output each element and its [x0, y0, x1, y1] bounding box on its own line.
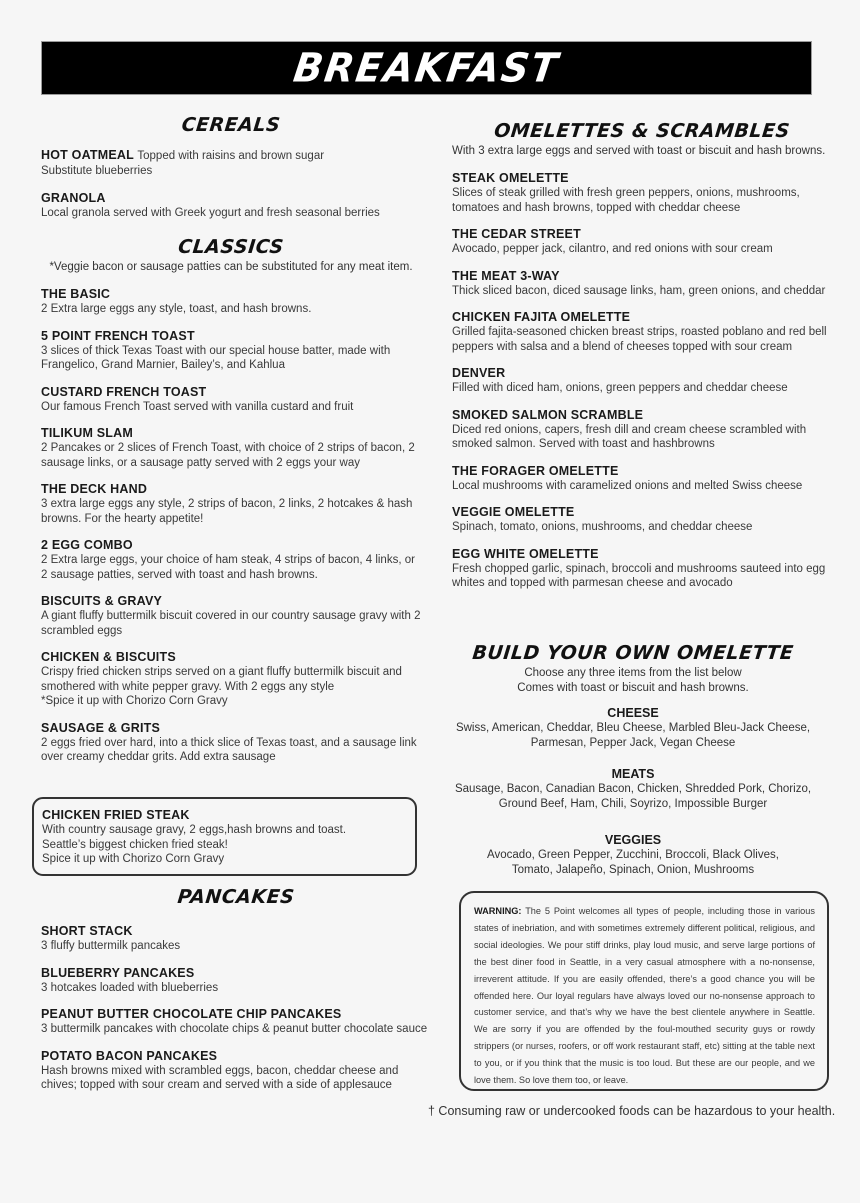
- item-desc: 3 buttermilk pancakes with chocolate chips & peanut butter chocolate sauce: [41, 1023, 428, 1035]
- byo-note-2: Comes with toast or biscuit and hash browns.: [517, 682, 749, 694]
- item-desc: Slices of steak grilled with fresh green peppers, onions, mushrooms, tomatoes and hash browns, topped with cheddar cheese: [452, 187, 800, 214]
- item-extra: *Spice it up with Chorizo Corn Gravy: [41, 695, 228, 707]
- item-name: THE BASIC: [41, 287, 111, 301]
- byo-category-meats: [452, 767, 814, 811]
- page-title: BREAKFAST: [290, 44, 563, 92]
- item-name: PEANUT BUTTER CHOCOLATE CHIP PANCAKES: [41, 1007, 342, 1021]
- byo-note-1: Choose any three items from the list below: [524, 667, 742, 679]
- pancakes-section: [41, 884, 431, 1093]
- item-desc-line: With country sausage gravy, 2 eggs,hash browns and toast.: [42, 824, 347, 836]
- section-title-build-your-own: BUILD YOUR OWN OMELETTE: [471, 642, 795, 664]
- menu-item: [41, 426, 421, 470]
- menu-item: [41, 329, 421, 373]
- raw-food-disclaimer: † Consuming raw or undercooked foods can be hazardous to your health.: [428, 1104, 836, 1118]
- item-desc: 3 hotcakes loaded with blueberries: [41, 981, 219, 994]
- byo-category-veggies: [452, 833, 814, 877]
- section-title-classics: CLASSICS: [177, 236, 285, 258]
- menu-item: [41, 650, 421, 709]
- item-name: SAUSAGE & GRITS: [41, 720, 160, 735]
- menu-item: [452, 171, 832, 215]
- category-list: Swiss, American, Cheddar, Bleu Cheese, Marbled Bleu-Jack Cheese, Parmesan, Pepper Jack, Vegan Cheese: [455, 722, 811, 749]
- build-your-own-section: [452, 640, 814, 877]
- item-desc: 2 Extra large eggs any style, toast, and hash browns.: [41, 303, 312, 315]
- item-desc-line: Seattle’s biggest chicken fried steak!: [42, 838, 228, 851]
- item-desc: 2 Pancakes or 2 slices of French Toast, with choice of 2 strips of bacon, 2 sausage links, or a sausage patty served with 2 eggs your way: [41, 442, 415, 469]
- item-name: THE CEDAR STREET: [452, 227, 581, 241]
- item-name: BISCUITS & GRAVY: [41, 594, 163, 608]
- featured-item-box: [32, 797, 417, 876]
- item-desc: Thick sliced bacon, diced sausage links, ham, green onions, and cheddar: [452, 284, 826, 297]
- byo-category-cheese: [452, 706, 814, 750]
- left-column: [41, 112, 421, 765]
- warning-label: WARNING:: [474, 906, 522, 916]
- menu-item: [41, 191, 421, 221]
- item-desc: Hash browns mixed with scrambled eggs, bacon, cheddar cheese and chives; topped with sour cream and served with a side of applesauce: [41, 1064, 399, 1091]
- item-desc: 3 fluffy buttermilk pancakes: [41, 940, 181, 952]
- item-desc: 3 slices of thick Texas Toast with our special house batter, made with Frangelico, Grand Marnier, Bailey’s, and Kahlua: [41, 344, 391, 371]
- menu-item: [41, 594, 421, 638]
- item-name: 5 POINT FRENCH TOAST: [41, 328, 195, 343]
- item-desc: Grilled fajita-seasoned chicken breast strips, roasted poblano and red bell peppers with salsa and a blend of cheeses topped with sour cream: [452, 326, 827, 353]
- category-list: Sausage, Bacon, Canadian Bacon, Chicken, Shredded Pork, Chorizo, Ground Beef, Ham, Chili, Soyrizo, Impossible Burger: [454, 783, 812, 810]
- menu-item: [41, 1049, 431, 1093]
- section-title-omelettes: OMELETTES & SCRAMBLES: [493, 120, 791, 142]
- item-desc: Fresh chopped garlic, spinach, broccoli and mushrooms sauteed into egg whites and topped with parmesan cheese and avocado: [452, 562, 826, 589]
- menu-item: [452, 366, 832, 396]
- menu-item: [41, 721, 421, 765]
- menu-item: [452, 505, 832, 535]
- category-title: MEATS: [611, 767, 655, 781]
- item-name: SMOKED SALMON SCRAMBLE: [452, 407, 644, 422]
- category-list: Avocado, Green Pepper, Zucchini, Broccoli, Black Olives, Tomato, Jalapeño, Spinach, Onion, Mushrooms: [487, 849, 779, 876]
- menu-item: [452, 269, 832, 299]
- item-name: EGG WHITE OMELETTE: [452, 546, 599, 561]
- item-name: POTATO BACON PANCAKES: [41, 1048, 218, 1063]
- menu-item: [452, 310, 832, 354]
- menu-item: [452, 547, 832, 591]
- menu-item: [41, 482, 421, 526]
- menu-item: [41, 1007, 431, 1037]
- section-note: *Veggie bacon or sausage patties can be substituted for any meat item.: [49, 261, 413, 273]
- menu-item: [452, 408, 832, 452]
- section-title-pancakes: PANCAKES: [176, 886, 296, 908]
- item-desc: 2 Extra large eggs, your choice of ham steak, 4 strips of bacon, 4 links, or 2 sausage patties, served with toast and hash browns.: [41, 554, 415, 581]
- item-name: THE DECK HAND: [41, 482, 148, 496]
- item-desc: Filled with diced ham, onions, green peppers and cheddar cheese: [452, 382, 788, 394]
- item-name: 2 EGG COMBO: [41, 538, 133, 552]
- menu-item: [41, 385, 421, 415]
- item-desc: 2 eggs fried over hard, into a thick slice of Texas toast, and a sausage link over creamy cheddar grits. Add extra sausage: [41, 736, 417, 763]
- warning-box: [459, 891, 829, 1091]
- section-title-cereals: CEREALS: [180, 114, 282, 136]
- menu-item: [452, 227, 832, 257]
- item-name: BLUEBERRY PANCAKES: [41, 965, 195, 980]
- item-name: CUSTARD FRENCH TOAST: [41, 384, 207, 399]
- section-note: With 3 extra large eggs and served with toast or biscuit and hash browns.: [452, 145, 826, 157]
- item-name: HOT OATMEAL: [41, 148, 134, 162]
- warning-text: The 5 Point welcomes all types of people, including those in various states of inebriation, and with sometimes extremely different political, religious, and social ideologies. We pour stiff drinks, play loud music, and serve large portions of the best diner food in Seattle, in a very casual atmosphere with a no-nonsense, irreverent attitude. If you are easily offended, there’s a good chance you will be offended here. Our loyal regulars have always loved our no-nonsense approach to customer service, and that’s why we have the best clientele anywhere in Seattle. We are sorry if you are offended by the foul-mouthed security guys or rowdy strippers (or nurses, roofers, or off work restaurant staff, etc) sitting at the table next to you, or if you think that the music is too loud. But these are our people, and we love them. So love them too, or leave.: [474, 906, 815, 1086]
- item-desc-line: Spice it up with Chorizo Corn Gravy: [42, 853, 225, 865]
- item-name: TILIKUM SLAM: [41, 426, 133, 440]
- breakfast-banner: [41, 41, 812, 95]
- item-name: GRANOLA: [41, 190, 106, 205]
- menu-item: [41, 538, 421, 582]
- item-desc: Local granola served with Greek yogurt and fresh seasonal berries: [41, 206, 380, 219]
- right-column: [452, 118, 832, 591]
- item-desc: Local mushrooms with caramelized onions and melted Swiss cheese: [452, 479, 803, 492]
- item-desc: A giant fluffy buttermilk biscuit covered in our country sausage gravy with 2 scrambled eggs: [41, 610, 421, 637]
- item-desc: 3 extra large eggs any style, 2 strips of bacon, 2 links, 2 hotcakes & hash browns. For the hearty appetite!: [41, 498, 413, 525]
- item-name: CHICKEN & BISCUITS: [41, 650, 176, 664]
- item-desc: Spinach, tomato, onions, mushrooms, and cheddar cheese: [452, 521, 753, 533]
- menu-item: [41, 966, 431, 996]
- menu-item: [41, 148, 421, 179]
- item-name: VEGGIE OMELETTE: [452, 505, 575, 519]
- item-inline-desc: Topped with raisins and brown sugar: [137, 150, 325, 162]
- item-name: CHICKEN FRIED STEAK: [42, 808, 190, 822]
- category-title: VEGGIES: [604, 833, 662, 847]
- item-desc: Our famous French Toast served with vanilla custard and fruit: [41, 400, 354, 413]
- item-name: DENVER: [452, 366, 506, 380]
- menu-item: [41, 287, 421, 317]
- item-desc: Crispy fried chicken strips served on a giant fluffy buttermilk biscuit and smothered with white pepper gravy. With 2 eggs any style: [41, 666, 402, 693]
- item-name: STEAK OMELETTE: [452, 171, 569, 185]
- item-name: SHORT STACK: [41, 924, 133, 938]
- item-name: THE MEAT 3-WAY: [452, 268, 560, 283]
- menu-item: [41, 924, 431, 954]
- category-title: CHEESE: [607, 706, 659, 720]
- item-desc: Avocado, pepper jack, cilantro, and red onions with sour cream: [452, 243, 773, 255]
- item-name: CHICKEN FAJITA OMELETTE: [452, 310, 631, 324]
- item-desc: Substitute blueberries: [41, 165, 153, 177]
- item-name: THE FORAGER OMELETTE: [452, 463, 619, 478]
- menu-item: [452, 464, 832, 494]
- item-desc: Diced red onions, capers, fresh dill and cream cheese scrambled with smoked salmon. Served with toast and hashbrowns: [452, 423, 807, 450]
